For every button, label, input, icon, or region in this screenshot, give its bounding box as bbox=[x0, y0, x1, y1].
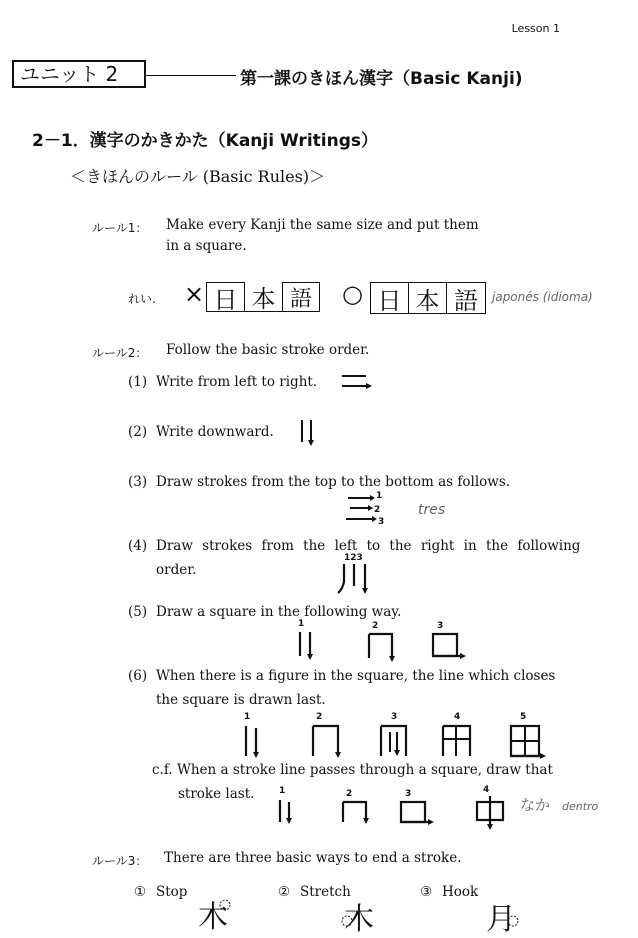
rule2-item3-num: (3) bbox=[128, 474, 148, 490]
ending2-label: Stretch bbox=[300, 884, 351, 900]
rule2-text: Follow the basic stroke order. bbox=[166, 342, 370, 358]
rule3-label: ルール3： bbox=[92, 854, 148, 868]
square-step3-icon bbox=[430, 630, 468, 664]
field-step4-icon bbox=[440, 722, 480, 762]
item6-stroke-num-3: 3 bbox=[391, 712, 398, 722]
right-mark: ○ bbox=[342, 280, 363, 308]
item3-stroke-num-2: 2 bbox=[374, 505, 381, 515]
unit-title: 第一課のきほん漢字（Basic Kanji) bbox=[240, 69, 523, 89]
rule2-item4-text2: order. bbox=[156, 562, 197, 578]
right-kanji-2: 本 bbox=[409, 283, 447, 313]
ending1-kanji: 木 bbox=[198, 900, 228, 935]
cf-stroke-num-1: 1 bbox=[279, 786, 286, 796]
middle-step3-icon bbox=[398, 798, 436, 828]
field-step2-icon bbox=[310, 722, 344, 762]
rule2-item5-num: (5) bbox=[128, 604, 148, 620]
stop-marker-icon bbox=[218, 898, 232, 912]
right-kanji-1: 日 bbox=[371, 283, 409, 313]
item5-stroke-num-1: 1 bbox=[298, 619, 305, 629]
cf-handwritten-jp: なか bbox=[520, 796, 551, 814]
field-step5-icon bbox=[508, 722, 548, 764]
item4-stroke-order-nums: 123 bbox=[344, 553, 363, 563]
item6-stroke-num-4: 4 bbox=[454, 712, 461, 722]
rule2-item2-num: (2) bbox=[128, 424, 148, 440]
ending3-label: Hook bbox=[442, 884, 479, 900]
section-title: 2－1．漢字のかきかた（Kanji Writings） bbox=[32, 131, 378, 151]
rule2-item4-text: Draw strokes from the left to the right in the following bbox=[156, 538, 581, 554]
rule2-item6-text2: the square is drawn last. bbox=[156, 692, 326, 708]
ending2-kanji: 木 bbox=[344, 902, 374, 937]
field-step1-icon bbox=[242, 722, 262, 762]
cf-stroke-num-2: 2 bbox=[346, 789, 353, 799]
rule2-label: ルール2： bbox=[92, 346, 148, 360]
ending2-num: ② bbox=[278, 884, 291, 900]
item6-stroke-num-1: 1 bbox=[244, 712, 251, 722]
square-step2-icon bbox=[366, 630, 398, 662]
rule2-item5-text: Draw a square in the following way. bbox=[156, 604, 402, 620]
unit-label: ユニット 2 bbox=[12, 60, 146, 88]
ending1-label: Stop bbox=[156, 884, 188, 900]
hook-marker-icon bbox=[506, 914, 520, 928]
left-to-right-kawa-icon bbox=[336, 560, 372, 596]
ending3-kanji: 月 bbox=[486, 902, 516, 937]
right-kanji-row bbox=[370, 282, 486, 314]
rule1-text-line1: Make every Kanji the same size and put them bbox=[166, 217, 479, 233]
rule2-item1-text: Write from left to right. bbox=[156, 374, 318, 390]
rule1-handwritten-note: japonés (idioma) bbox=[492, 290, 593, 304]
cf-text-line2: stroke last. bbox=[178, 786, 255, 802]
rule1-text-line2: in a square. bbox=[166, 238, 247, 254]
item3-stroke-num-1: 1 bbox=[376, 491, 383, 501]
rule2-item3-text: Draw strokes from the top to the bottom as follows. bbox=[156, 474, 511, 490]
section-subtitle: ＜きほんのルール (Basic Rules)＞ bbox=[70, 167, 326, 186]
middle-step1-icon bbox=[276, 796, 296, 830]
ending1-num: ① bbox=[134, 884, 147, 900]
cf-handwritten-es: dentro bbox=[562, 800, 599, 813]
middle-step4-icon bbox=[474, 794, 508, 832]
rule1-label: ルール1： bbox=[92, 221, 148, 235]
ending3-num: ③ bbox=[420, 884, 433, 900]
rule3-text: There are three basic ways to end a stroke. bbox=[164, 850, 462, 866]
wrong-kanji-row bbox=[206, 282, 320, 312]
cf-text-line1: c.f. When a stroke line passes through a square, draw that bbox=[152, 762, 553, 778]
item5-stroke-num-3: 3 bbox=[437, 621, 444, 631]
middle-step2-icon bbox=[340, 798, 372, 828]
downward-strokes-icon bbox=[298, 418, 318, 448]
rule2-item6-text: When there is a figure in the square, the line which closes bbox=[156, 668, 556, 684]
item6-stroke-num-2: 2 bbox=[316, 712, 323, 722]
item3-stroke-num-3: 3 bbox=[378, 517, 385, 527]
wrong-kanji-2: 本 bbox=[244, 282, 282, 312]
cf-stroke-num-4: 4 bbox=[483, 785, 490, 795]
wrong-mark: × bbox=[184, 280, 205, 308]
rule2-item2-text: Write downward. bbox=[156, 424, 274, 440]
rule2-item3-handwritten-note: tres bbox=[418, 502, 446, 518]
item5-stroke-num-2: 2 bbox=[372, 621, 379, 631]
wrong-kanji-3: 語 bbox=[282, 282, 320, 312]
example-label: れい. bbox=[128, 292, 156, 306]
rule2-item6-num: (6) bbox=[128, 668, 148, 684]
right-kanji-3: 語 bbox=[454, 286, 478, 315]
stretch-marker-icon bbox=[340, 914, 354, 928]
rule2-item4-num: (4) bbox=[128, 538, 148, 554]
lesson-label: Lesson 1 bbox=[511, 22, 560, 35]
item6-stroke-num-5: 5 bbox=[520, 712, 527, 722]
field-step3-icon bbox=[378, 722, 412, 762]
left-to-right-strokes-icon bbox=[340, 370, 374, 394]
square-step1-icon bbox=[296, 628, 316, 662]
wrong-kanji-1: 日 bbox=[206, 282, 244, 312]
rule2-item1-num: (1) bbox=[128, 374, 148, 390]
cf-stroke-num-3: 3 bbox=[405, 789, 412, 799]
unit-connector-line bbox=[146, 75, 236, 76]
